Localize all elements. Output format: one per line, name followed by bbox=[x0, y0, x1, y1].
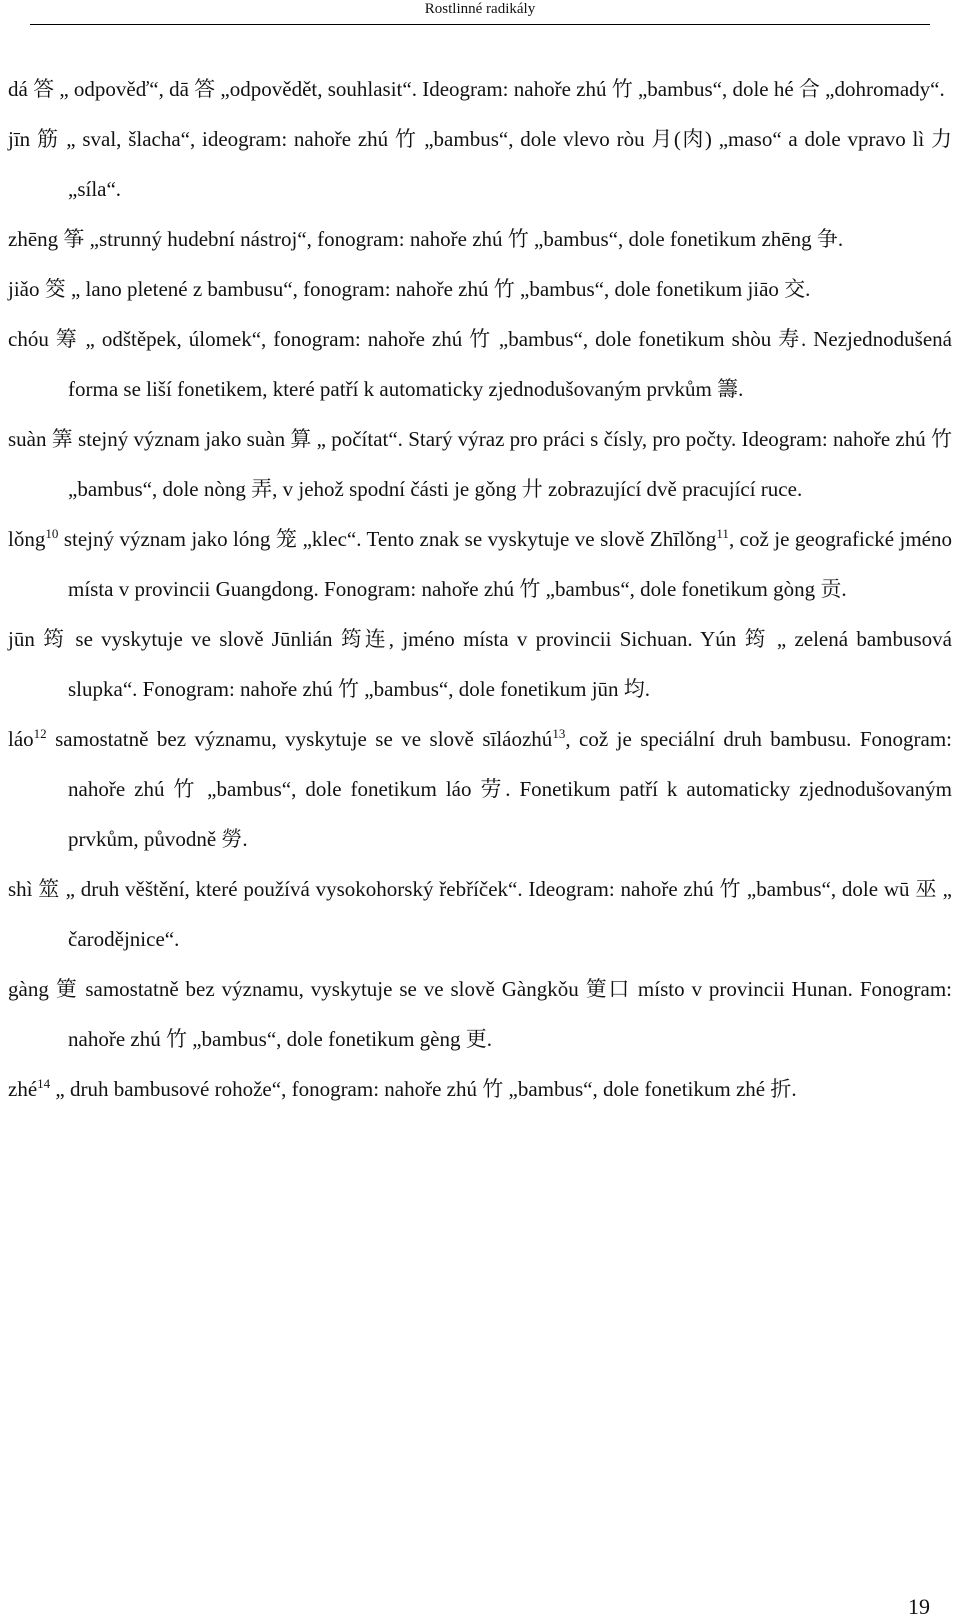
footnote-marker: 10 bbox=[45, 526, 59, 541]
page-number: 19 bbox=[908, 1594, 930, 1619]
entry-text: zhēng 筝 „strunný hudební nástroj“, fonogram: nahoře zhú 竹 „bambus“, dole fonetikum zhēng 争. bbox=[8, 227, 844, 251]
entry-text: chóu 筹 „ odštěpek, úlomek“, fonogram: nahoře zhú 竹 „bambus“, dole fonetikum shòu 寿. Nezjednodušená forma se liší fonetikem, které patří k automaticky zjednodušovaným prvkům 籌. bbox=[8, 327, 952, 401]
entry-text: , což je speciální druh bambusu. Fonogram: nahoře zhú 竹 „bambus“, dole fonetikum láo 劳. Fonetikum patří k automaticky zjednodušovaným prvkům, původně 勞. bbox=[68, 727, 952, 851]
entry-da bbox=[8, 64, 952, 114]
entry-text: jīn 筋 „ sval, šlacha“, ideogram: nahoře zhú 竹 „bambus“, dole vlevo ròu 月(肉) „maso“ a dole vpravo lì 力 „síla“. bbox=[8, 127, 952, 201]
entry-text: „ druh bambusové rohože“, fonogram: nahoře zhú 竹 „bambus“, dole fonetikum zhé 折. bbox=[50, 1077, 797, 1101]
entry-text: gàng 筻 samostatně bez významu, vyskytuje se ve slově Gàngkǒu 筻口 místo v provincii Hunan. Fonogram: nahoře zhú 竹 „bambus“, dole fonetikum gèng 更. bbox=[8, 977, 952, 1051]
entry-text: láo bbox=[8, 727, 34, 751]
entry-text: suàn 筭 stejný význam jako suàn 算 „ počítat“. Starý výraz pro práci s čísly, pro počty. Ideogram: nahoře zhú 竹 „bambus“, dole nòng 弄, v jehož spodní části je gǒng 廾 zobrazující dvě pracující ruce. bbox=[8, 427, 952, 501]
entry-text: dá 答 „ odpověď“, dā 答 „odpovědět, souhlasit“. Ideogram: nahoře zhú 竹 „bambus“, dole hé 合 „dohromady“. bbox=[8, 77, 945, 101]
footnote-marker: 12 bbox=[33, 726, 47, 741]
page-content bbox=[8, 64, 952, 1114]
entry-text: jūn 筠 se vyskytuje ve slově Jūnlián 筠连, jméno místa v provincii Sichuan. Yún 筠 „ zelená bambusová slupka“. Fonogram: nahoře zhú 竹 „bambus“, dole fonetikum jūn 均. bbox=[8, 627, 952, 701]
entry-text: zhé bbox=[8, 1077, 38, 1101]
running-header bbox=[30, 0, 930, 25]
entry-shi bbox=[8, 864, 952, 964]
entry-jiao bbox=[8, 264, 952, 314]
entry-text: samostatně bez významu, vyskytuje se ve slově sīláozhú bbox=[46, 727, 553, 751]
entry-gang bbox=[8, 964, 952, 1064]
entry-long bbox=[8, 514, 952, 614]
entry-text: jiǎo 筊 „ lano pletené z bambusu“, fonogram: nahoře zhú 竹 „bambus“, dole fonetikum jiāo 交. bbox=[8, 277, 811, 301]
entry-text: shì 筮 „ druh věštění, které používá vysokohorský řebříček“. Ideogram: nahoře zhú 竹 „bambus“, dole wū 巫 „ čarodějnice“. bbox=[8, 877, 952, 951]
entry-jun bbox=[8, 614, 952, 714]
footnote-marker: 11 bbox=[716, 526, 729, 541]
entry-lao bbox=[8, 714, 952, 864]
entry-jin bbox=[8, 114, 952, 214]
entry-text: lǒng bbox=[8, 527, 46, 551]
entry-chou bbox=[8, 314, 952, 414]
footnote-marker: 13 bbox=[552, 726, 566, 741]
entry-text: stejný význam jako lóng 笼 „klec“. Tento znak se vyskytuje ve slově Zhīlǒng bbox=[58, 527, 717, 551]
footnote-marker: 14 bbox=[37, 1076, 51, 1091]
header-title: Rostlinné radikály bbox=[424, 1, 536, 17]
entry-text: , což je geografické jméno místa v provincii Guangdong. Fonogram: nahoře zhú 竹 „bambus“, dole fonetikum gòng 贡. bbox=[68, 527, 953, 601]
entry-zhe bbox=[8, 1064, 952, 1114]
entry-suan bbox=[8, 414, 952, 514]
entry-zheng bbox=[8, 214, 952, 264]
